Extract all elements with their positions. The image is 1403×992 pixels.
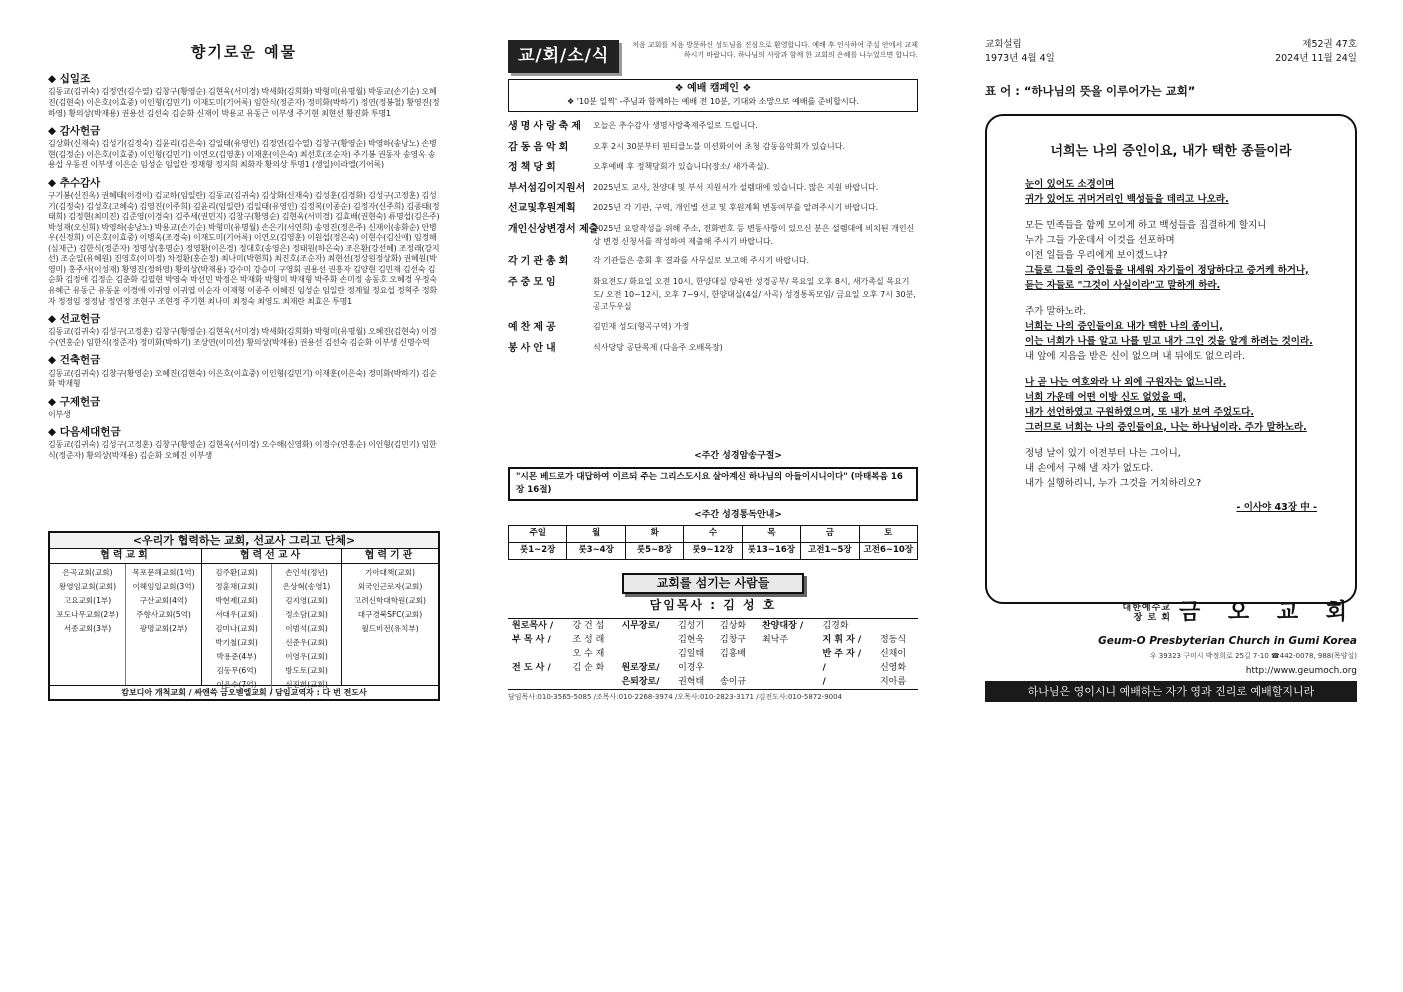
offering-section — [48, 176, 440, 307]
bottom-banner: 하나님은 영이시니 예배하는 자가 영과 진리로 예배할지니라 — [985, 681, 1357, 702]
offering-section — [48, 72, 440, 119]
church-news-panel — [508, 40, 918, 701]
partner-item: 신준우(교회) — [285, 638, 328, 647]
news-item — [508, 321, 918, 335]
offering-names: 김동교(김귀숙) 김성구(고정훈) 김창구(황영순) 김현욱(서미경) 오수해(신영화) 이경수(연홍순) 이인형(김민기) 임한식(정준자) 황의상(박재용) 김순화 오혜진 이부생 — [48, 440, 437, 461]
staff-cell — [617, 633, 674, 647]
partner-churches-list-2 — [126, 564, 201, 685]
staff-title: 교회를 섬기는 사람들 — [622, 573, 804, 594]
partner-churches-list-1 — [50, 564, 126, 685]
news-item-text: 2025년도 교사, 찬양대 및 부서 지원서가 설렘대에 있습니다. 많은 지원 바랍니다. — [593, 182, 879, 192]
scripture-title: 너희는 나의 증인이요, 내가 택한 종들이라 — [1050, 144, 1292, 159]
partner-item: 구산교회(4억) — [139, 596, 188, 605]
partner-churches-column — [50, 549, 202, 685]
campaign-description: ❖ '10분 일찍' -주님과 함께하는 예배 전 10분, 기대와 소망으로 예배를 준비합시다. — [567, 97, 859, 107]
welcome-greeting: 처음 교회를 처음 방문하신 성도님을 진심으로 환영합니다. 예배 후 인사하여 주실 안에서 교제하시기 바랍니다. 하나님의 사랑과 함께 한 교회의 은혜를 나누었으면 합니다. — [632, 41, 918, 60]
scripture-line: 내가 선언하였고 구원하였으며, 또 내가 보여 주었도다. — [1025, 406, 1254, 418]
news-item-text: 오늘은 추수감사 생명사랑축제주일로 드립니다. — [593, 121, 758, 131]
staff-cell: 시무장로/ — [621, 620, 660, 631]
staff-cell: 김홍배 — [720, 648, 747, 659]
offering-names: 김상화(신재숙) 김성기(김정숙) 김윤리(김은숙) 김일태(유영인) 김정연(김수열) 김창구(황영순) 박영하(송낭노) 손병현(김정순) 이은호(이효중) 이인형(김민기) 이연오(김영훈) 이재훈(이은숙) 최선호(조순자) 주기봉 권동자 송영옥 송용섭 우동진 이부생 이은순 임성순 임일란 정재형 정지희 최화자 황의상 투명1 (생일)이라엘(기어록) — [48, 139, 437, 170]
news-item-label: 선교및후원계획 — [508, 203, 576, 215]
reading-range: 룻3~4장 — [567, 543, 625, 560]
campaign-title: ❖ 예배 캠페인 ❖ — [674, 82, 752, 94]
partner-item: 광명교회(2부) — [139, 624, 188, 633]
offering-names: 김동교(김귀숙) 김정연(김수열) 김창구(황영순) 김현욱(서미경) 박세화(김희화) 박형미(유명월) 박동교(손기순) 오혜진(김현숙) 이은호(이효중) 이인형(김민기) 이재도미(기어록) 임한식(정준자) 정미화(박하기) 정연(정봉철) 황영진(정하영) 황의상(박재용) 권용선 김선숙 김순화 신재이 박용교 유동근 이부생 주기현 최현선 황진화 투명1 — [48, 87, 440, 118]
news-item — [508, 342, 918, 356]
scripture-paragraph — [1025, 177, 1317, 207]
reading-day: 금 — [801, 526, 859, 543]
staff-row — [508, 661, 918, 675]
partner-missionaries-list-2 — [272, 564, 341, 694]
news-item-text: 2025년 요람작성을 위해 주소, 전화번호 등 변동사항이 있으신 분은 설렘대에 비치된 개인신상 변경 신청서를 작성하여 제출해 주시기 바랍니다. — [593, 223, 915, 246]
partner-agencies-heading: 협력기관 — [342, 549, 438, 564]
partner-item: 박용준(4부) — [216, 652, 257, 661]
partner-item: 고요교회(1부) — [63, 596, 112, 605]
staff-cell: 조 성 래 — [572, 634, 605, 645]
staff-cell: 원로목사 / — [512, 620, 554, 631]
staff-cell: 최낙주 — [761, 634, 789, 645]
partner-missionaries-list-1 — [202, 564, 272, 694]
news-item-text: 오후예배 후 정책당회가 있습니다(장소/ 새가족실). — [593, 162, 770, 172]
staff-phones: 담임목사:010-3565-5085 /조목사:010-2268-3974 /오목사:010-2823-3171 /김전도사:010-5872-9004 — [508, 693, 843, 701]
scripture-line: 주가 말하노라. — [1025, 305, 1087, 317]
bulletin-date: 2024년 11월 24일 — [1275, 52, 1357, 64]
partners-title: <우리가 협력하는 교회, 선교사 그리고 단체> — [50, 533, 438, 549]
partner-item: 이범석(교회) — [285, 624, 328, 633]
staff-cell: 이경우 — [678, 662, 705, 673]
staff-cell: 송이규 — [720, 676, 747, 687]
established-label: 교회설립 — [985, 39, 1022, 50]
masthead — [985, 38, 1357, 66]
offering-section — [48, 124, 440, 171]
partner-item: 이헤임일교회(3억) — [132, 582, 195, 591]
church-english-name: Geum-O Presbyterian Church in Gumi Korea — [1098, 634, 1357, 647]
staff-cell: 찬양대장 / — [761, 620, 804, 631]
reading-range: 룻13~16장 — [742, 543, 800, 560]
partner-item: 방도토(교회) — [285, 666, 328, 675]
senior-pastor: 담임목사 : 김 성 호 — [649, 598, 777, 612]
memory-verse: "시몬 베드로가 대답하여 이르되 주는 그리스도시요 살아계신 하나님의 아들이시니이다" (마태복음 16장 16절) — [508, 467, 918, 501]
scripture-paragraph — [1025, 218, 1317, 293]
issue-number: 제52권 47호 — [1302, 39, 1357, 50]
reading-day: 주일 — [509, 526, 567, 543]
worship-campaign — [508, 79, 918, 112]
offerings-panel — [48, 42, 440, 467]
bulletin-cover — [985, 38, 1357, 699]
partner-missionaries-column — [202, 549, 342, 689]
staff-cell — [758, 675, 819, 689]
staff-cell: 지아름 — [879, 676, 907, 687]
offering-heading: ◆ 건축헌금 — [48, 353, 440, 367]
scripture-line: 너희는 나의 증인들이요 내가 택한 나의 종이니, — [1025, 320, 1223, 332]
offering-heading: ◆ 십일조 — [48, 72, 440, 86]
staff-row — [508, 675, 918, 689]
scripture-box — [985, 114, 1357, 604]
staff-cell: 신영화 — [879, 662, 907, 673]
staff-cell — [617, 647, 674, 661]
scripture-line: 이전 일들을 우리에게 보이겠느냐? — [1025, 249, 1168, 261]
partners-box — [48, 531, 440, 701]
scripture-line: 나 곧 나는 여호와라 나 외에 구원자는 없느니라. — [1025, 376, 1227, 388]
staff-cell: 김 순 화 — [572, 662, 605, 673]
partner-item: 김주환(교회) — [215, 568, 258, 577]
church-address: 우 39323 구미시 박정희로 25길 7-10 ☎442-0078, 988(목양실) — [1149, 651, 1357, 660]
staff-cell — [569, 675, 618, 689]
scripture-line: 듣는 자들로 "그것이 사실이라"고 말하게 하라. — [1025, 279, 1221, 291]
news-logo: 교/회/소/식 — [508, 40, 619, 73]
offering-names: 구기봉(신진옥) 권혜태(이경이) 김교하(임일란) 김동교(김귀숙) 김상화(신재숙) 김성훈(김경화) 김성구(고정훈) 김성기(김정숙) 김성호(고혜숙) 김영진(이주희) 김윤리(임일란) 김일태(유영인) 김정복(이종순) 김정자(신주희) 김종태(정태희) 김정현(최미진) 김준영(이경숙) 김주세(권민지) 김창구(황영순) 김현욱(서미경) 김효배(권현숙) 류명섭(김은주) 박성재(오신희) 박영하(송낭노) 박용교(손기순) 박형미(유명월) 손은기(서연희) 송영진(정은주) 신재이(송화순) 안병우(신정희) 이은호(이효중) 이병욱(조경숙) 이재도미(기어록) 이연오(김영훈) 이원섭(정은숙) 이현수(김신애) 임정해(심재근) 김한식(정준자) 정명상(홍명순) 정영환(이은경) 정대호(송영은) 정태원(하은숙) 조은환(강선혜) 조정래(강지선) 조순일(유혜원) 진영호(이미정) 차정환(홍순정) 최나미(박현희) 최진호(조순자) 최현선(정상원정상화) 권혜원(박영미) 홍주사(이성재) 황영진(정하영) 황의상(박재용) 강수미 강승미 구영회 권용선 권흥자 김양현 김민재 김선숙 김순화 김정애 김정순 김춘화 김필현 박영숙 박선민 박정은 박재화 박형미 박재형 박주화 손미정 송동호 오혜경 우정숙 유혜근 유동근 유동윤 이경애 이귀영 이귀엽 이순자 이재형 이종주 이혜진 임성순 임일란 정계월 정요섭 정혁주 정화자 정정임 정정남 정연정 조현구 조현정 주기현 최나미 최정숙 최영도 최재란 최효은 투명1 — [48, 191, 440, 306]
church-motto: 표 어 : “하나님의 뜻을 이루어가는 교회” — [985, 83, 1196, 98]
staff-cell: 권혁태 — [678, 676, 705, 687]
news-item-text: 2025년 각 기관, 구역, 개인별 선교 및 후원계획 변동여부를 알려주시기 바랍니다. — [593, 203, 879, 213]
offering-heading: ◆ 다음세대헌금 — [48, 425, 440, 439]
partner-item: 월드비전(유치부) — [361, 624, 419, 633]
scripture-line: 이는 너희가 나를 알고 나를 믿고 내가 그인 것을 알게 하려는 것이라. — [1025, 335, 1313, 347]
partner-missionaries-heading: 협력선교사 — [202, 549, 341, 564]
scripture-line: 그러므로 너희는 나의 증인들이요, 나는 하나님이라. 주가 말하노라. — [1025, 421, 1307, 433]
staff-cell: 원로장로/ — [621, 662, 660, 673]
staff-row — [508, 647, 918, 661]
partner-item: 이영우(교회) — [285, 652, 328, 661]
news-item-label: 각기관총회 — [508, 256, 572, 268]
staff-cell — [758, 647, 819, 661]
partner-item: 외국인근로자(교회) — [357, 582, 423, 591]
scripture-line: 내 손에서 구해 낼 자가 없도다. — [1025, 462, 1154, 474]
staff-cell: 강 건 섭 — [572, 620, 605, 631]
offering-names: 이부생 — [48, 409, 71, 419]
offering-heading: ◆ 감사헌금 — [48, 124, 440, 138]
reading-title: <주간 성경통독안내> — [694, 510, 782, 520]
news-item-text: 각 기관들은 총회 후 결과를 사무실로 보고해 주시기 바랍니다. — [593, 256, 810, 266]
scripture-body — [1025, 177, 1317, 491]
partner-item: 박현제(교회) — [215, 596, 258, 605]
partner-item: 포도나무교회(2부) — [56, 610, 119, 619]
offering-heading: ◆ 구제헌금 — [48, 395, 440, 409]
offering-sections — [48, 72, 440, 461]
reading-range: 고전6~10장 — [859, 543, 917, 560]
partner-item: 정훈채(교회) — [215, 582, 258, 591]
church-identity — [985, 598, 1357, 702]
news-list — [508, 120, 918, 355]
scripture-paragraph — [1025, 446, 1317, 491]
established-date: 1973년 4월 4일 — [985, 52, 1055, 64]
staff-cell: 김일태 — [678, 648, 705, 659]
staff-cell: / — [822, 676, 826, 687]
scripture-line: 내가 실행하리니, 누가 그것을 거치하리오? — [1025, 477, 1202, 489]
news-item-label: 주중모임 — [508, 276, 559, 288]
news-item — [508, 161, 918, 175]
partner-item: 목포문해교회(1억) — [132, 568, 195, 577]
staff-cell: 부 목 사 / — [512, 634, 551, 645]
scripture-line: 모든 민족들을 함께 모이게 하고 백성들을 집결하게 할지니 — [1025, 219, 1267, 231]
partner-item: 은곡교회(교회) — [62, 568, 113, 577]
scripture-reference: - 이사야 43장 中 - — [1236, 501, 1317, 513]
scripture-line: 내 앞에 지음을 받은 신이 없으며 내 뒤에도 없으리라. — [1025, 350, 1245, 362]
staff-cell: 신채이 — [879, 648, 907, 659]
reading-range: 룻5~8장 — [625, 543, 683, 560]
partner-agencies-list — [342, 564, 438, 685]
church-website-link[interactable]: http://www.geumoch.org — [1245, 666, 1357, 677]
news-item-label: 생명사랑축제 — [508, 121, 584, 133]
staff-cell — [508, 675, 569, 689]
staff-cell: 김상화 — [720, 620, 747, 631]
news-item — [508, 255, 918, 269]
news-item-label: 정책당회 — [508, 162, 559, 174]
staff-cell: 김경화 — [822, 620, 849, 631]
staff-cell — [508, 647, 569, 661]
reading-day: 화 — [625, 526, 683, 543]
denomination — [1123, 603, 1171, 624]
bible-reading-table — [508, 525, 918, 560]
offerings-title: 향기로운 예물 — [190, 43, 298, 61]
partner-item: 서대우(교회) — [215, 610, 258, 619]
partners-footer: 캄보디아 개척교회 / 싸엔쓱 금오벧엘교회 / 담임교역자 : 다 번 전도사 — [50, 685, 438, 699]
staff-cell: 김창구 — [720, 634, 747, 645]
reading-day: 수 — [684, 526, 742, 543]
denomination-line-2: 장 로 회 — [1133, 612, 1171, 623]
news-item — [508, 276, 918, 314]
scripture-line: 귀가 있어도 귀머거리인 백성들을 데리고 나오라. — [1025, 193, 1229, 205]
news-item — [508, 120, 918, 134]
staff-cell: 지 휘 자 / — [822, 634, 862, 645]
partner-item: 서종교회(3부) — [63, 624, 112, 633]
staff-cell — [758, 661, 819, 675]
scripture-paragraph — [1025, 304, 1317, 364]
partner-item: 은상혁(송영1) — [282, 582, 331, 591]
news-item — [508, 182, 918, 196]
reading-range: 고전1~5장 — [801, 543, 859, 560]
offering-section — [48, 425, 440, 461]
news-item-text: 오후 2시 30분부터 핀티클노블 미션화이어 초청 감동음악회가 있습니다. — [593, 141, 845, 151]
news-item-text: 화요전도/ 화요일 오전 10시, 한양대실 양육반 성경공부/ 목요일 오후 8시, 새가족실 목요기도/ 오전 10~12시, 오후 7~9시, 한양대실(4실/ 사곡) 성경통독모임/ 금요일 오후 7시 30분, 공고두우실 — [593, 276, 916, 312]
reading-range: 룻1~2장 — [509, 543, 567, 560]
partner-item: 기아대책(교회) — [365, 568, 415, 577]
offering-section — [48, 312, 440, 348]
offering-section — [48, 395, 440, 421]
news-item-text: 식사당당 공단목제 (다음주 오배목장) — [593, 342, 723, 352]
scripture-line: 그들로 그들의 증인들을 내세워 자기들이 정당하다고 증거케 하거나, — [1025, 264, 1309, 276]
verse-title: <주간 성경암송구절> — [694, 451, 782, 461]
news-item-label: 감동음악회 — [508, 141, 572, 153]
partner-item: 박기철(교회) — [215, 638, 258, 647]
scripture-line: 누가 그들 가운데서 이것을 선포하며 — [1025, 234, 1175, 246]
scripture-line: 눈이 있어도 소경이며 — [1025, 178, 1115, 190]
partner-item: 신진희(교회) — [285, 680, 328, 689]
news-item — [508, 223, 918, 249]
scripture-line: 정녕 날이 있기 이전부터 나는 그이니, — [1025, 447, 1181, 459]
partner-item: 대구경북SFC(교회) — [357, 610, 423, 619]
staff-roster — [508, 618, 918, 690]
partner-item: 김미나(교회) — [215, 624, 258, 633]
partner-item: 고려신학대학원(교회) — [354, 596, 426, 605]
partner-churches-heading: 협력교회 — [50, 549, 201, 564]
partner-item: 왕영임교회(교회) — [58, 582, 117, 591]
partner-item: 주향사교회(5억) — [136, 610, 191, 619]
staff-cell: 전 도 사 / — [512, 662, 551, 673]
reading-day: 목 — [742, 526, 800, 543]
staff-cell: 김성기 — [678, 620, 705, 631]
partner-item: 이은수(7억) — [216, 680, 257, 689]
scripture-paragraph — [1025, 375, 1317, 435]
partner-agencies-column — [342, 549, 438, 685]
reading-day: 토 — [859, 526, 917, 543]
staff-cell: 정동식 — [879, 634, 907, 645]
staff-cell: 오 수 재 — [572, 648, 605, 659]
offering-names: 김동교(김귀숙) 김성구(고정훈) 김창구(황영순) 김현욱(서미경) 박세화(김희화) 박형미(유명월) 오혜진(김현숙) 이경수(연홍순) 임한식(정준자) 정미화(박하기) 조상연(이미선) 황의상(박재용) 권용선 김선숙 김순화 이부생 신명수역 — [48, 327, 437, 347]
staff-cell: 김현욱 — [678, 634, 705, 645]
news-item-label: 부서섬김이지원서 — [508, 182, 586, 194]
denomination-line-1: 대한예수교 — [1122, 602, 1171, 613]
scripture-line: 너희 가운데 어떤 이방 신도 없었을 때, — [1025, 391, 1187, 403]
partner-item: 정소담(교회) — [285, 610, 328, 619]
news-item-label: 예찬제공 — [508, 322, 559, 334]
offering-section — [48, 353, 440, 389]
offering-names: 김동교(김귀숙) 김창구(황영순) 오혜진(김현숙) 이은호(이효중) 이인형(김민기) 이재훈(이은숙) 정미화(박하기) 김순화 박재형 — [48, 368, 437, 389]
news-item-label: 개인신상변경서 제출 — [508, 223, 599, 235]
staff-cell: 은퇴장로/ — [621, 676, 660, 687]
staff-cell: 반 주 자 / — [822, 648, 862, 659]
news-item — [508, 141, 918, 155]
news-item-label: 봉사안내 — [508, 342, 559, 354]
partner-item: 김지영(교회) — [285, 596, 328, 605]
news-item — [508, 202, 918, 216]
news-item-text: 김민재 성도(형곡구역) 가정 — [593, 322, 690, 332]
offering-heading: ◆ 선교헌금 — [48, 312, 440, 326]
staff-row — [508, 619, 918, 633]
staff-cell: / — [822, 662, 826, 673]
offering-heading: ◆ 추수감사 — [48, 176, 440, 190]
partner-item: 김동무(6억) — [216, 666, 257, 675]
staff-cell — [716, 661, 758, 675]
reading-range: 룻9~12장 — [684, 543, 742, 560]
partner-item: 손인석(정년) — [285, 568, 328, 577]
reading-day: 월 — [567, 526, 625, 543]
church-name: 금 오 교 회 — [1179, 600, 1357, 625]
staff-row — [508, 633, 918, 647]
